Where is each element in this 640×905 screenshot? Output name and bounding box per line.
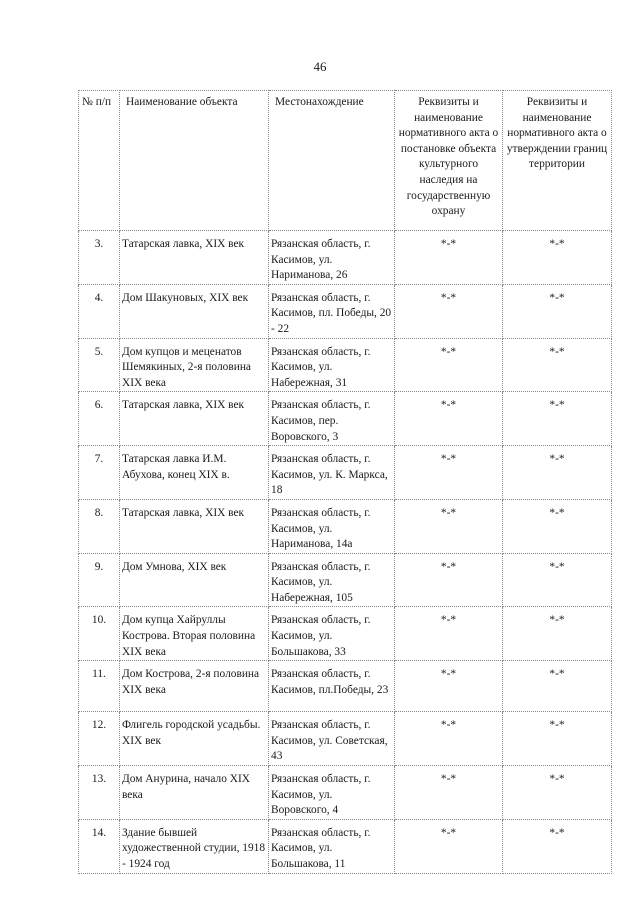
protection-act-cell: *-* bbox=[395, 766, 503, 820]
territory-act-cell: *-* bbox=[503, 284, 612, 338]
object-name-cell: Дом Кострова, 2-я половина XIX века bbox=[120, 661, 269, 712]
location-cell: Рязанская область, г. Касимов, ул. Большакова, 11 bbox=[269, 819, 395, 873]
header-territory-act: Реквизиты и наименование нормативного акта о утверждении границ территории bbox=[503, 91, 612, 231]
location-cell: Рязанская область, г. Касимов, ул. Набережная, 105 bbox=[269, 553, 395, 607]
table-row bbox=[79, 338, 612, 392]
location-cell: Рязанская область, г. Касимов, пл.Победы, 23 bbox=[269, 661, 395, 712]
table-row bbox=[79, 661, 612, 712]
object-name-cell: Дом Шакуновых, XIX век bbox=[120, 284, 269, 338]
row-number-cell: 5. bbox=[79, 338, 120, 392]
object-name-cell: Флигель городской усадьбы. XIX век bbox=[120, 712, 269, 766]
protection-act-cell: *-* bbox=[395, 661, 503, 712]
territory-act-cell: *-* bbox=[503, 607, 612, 661]
heritage-objects-table bbox=[78, 90, 612, 874]
location-cell: Рязанская область, г. Касимов, пер. Воровского, 3 bbox=[269, 392, 395, 446]
row-number-cell: 7. bbox=[79, 446, 120, 500]
protection-act-cell: *-* bbox=[395, 712, 503, 766]
header-object-name: Наименование объекта bbox=[120, 91, 269, 231]
table-row bbox=[79, 231, 612, 285]
row-number-cell: 14. bbox=[79, 819, 120, 873]
territory-act-cell: *-* bbox=[503, 499, 612, 553]
protection-act-cell: *-* bbox=[395, 338, 503, 392]
table-row bbox=[79, 712, 612, 766]
location-cell: Рязанская область, г. Касимов, ул. Нариманова, 26 bbox=[269, 231, 395, 285]
territory-act-cell: *-* bbox=[503, 766, 612, 820]
object-name-cell: Дом Анурина, начало XIX века bbox=[120, 766, 269, 820]
protection-act-cell: *-* bbox=[395, 553, 503, 607]
row-number-cell: 3. bbox=[79, 231, 120, 285]
table-row bbox=[79, 607, 612, 661]
row-number-cell: 12. bbox=[79, 712, 120, 766]
table-row bbox=[79, 819, 612, 873]
object-name-cell: Дом купцов и меценатов Шемякиных, 2-я половина XIX века bbox=[120, 338, 269, 392]
row-number-cell: 10. bbox=[79, 607, 120, 661]
location-cell: Рязанская область, г. Касимов, ул. К. Маркса, 18 bbox=[269, 446, 395, 500]
object-name-cell: Дом купца Хайруллы Кострова. Вторая половина XIX века bbox=[120, 607, 269, 661]
row-number-cell: 4. bbox=[79, 284, 120, 338]
row-number-cell: 6. bbox=[79, 392, 120, 446]
table-header-row bbox=[79, 91, 612, 231]
table-row bbox=[79, 553, 612, 607]
object-name-cell: Здание бывшей художественной студии, 1918 - 1924 год bbox=[120, 819, 269, 873]
table-row bbox=[79, 284, 612, 338]
territory-act-cell: *-* bbox=[503, 661, 612, 712]
location-cell: Рязанская область, г. Касимов, ул. Нариманова, 14а bbox=[269, 499, 395, 553]
location-cell: Рязанская область, г. Касимов, ул. Набережная, 31 bbox=[269, 338, 395, 392]
table-row bbox=[79, 766, 612, 820]
object-name-cell: Татарская лавка И.М. Абухова, конец XIX в. bbox=[120, 446, 269, 500]
location-cell: Рязанская область, г. Касимов, ул. Советская, 43 bbox=[269, 712, 395, 766]
row-number-cell: 13. bbox=[79, 766, 120, 820]
location-cell: Рязанская область, г. Касимов, ул. Большакова, 33 bbox=[269, 607, 395, 661]
protection-act-cell: *-* bbox=[395, 499, 503, 553]
territory-act-cell: *-* bbox=[503, 392, 612, 446]
table-row bbox=[79, 392, 612, 446]
row-number-cell: 8. bbox=[79, 499, 120, 553]
protection-act-cell: *-* bbox=[395, 392, 503, 446]
header-location: Местонахождение bbox=[269, 91, 395, 231]
header-number: № п/п bbox=[79, 91, 120, 231]
territory-act-cell: *-* bbox=[503, 553, 612, 607]
object-name-cell: Дом Умнова, XIX век bbox=[120, 553, 269, 607]
object-name-cell: Татарская лавка, XIX век bbox=[120, 231, 269, 285]
table-row bbox=[79, 499, 612, 553]
protection-act-cell: *-* bbox=[395, 819, 503, 873]
header-protection-act: Реквизиты и наименование нормативного акта о постановке объекта культурного наследия на государственную охрану bbox=[395, 91, 503, 231]
territory-act-cell: *-* bbox=[503, 338, 612, 392]
table-row bbox=[79, 446, 612, 500]
territory-act-cell: *-* bbox=[503, 819, 612, 873]
page-number: 46 bbox=[313, 59, 327, 74]
protection-act-cell: *-* bbox=[395, 284, 503, 338]
row-number-cell: 9. bbox=[79, 553, 120, 607]
protection-act-cell: *-* bbox=[395, 607, 503, 661]
territory-act-cell: *-* bbox=[503, 712, 612, 766]
location-cell: Рязанская область, г. Касимов, пл. Победы, 20 - 22 bbox=[269, 284, 395, 338]
protection-act-cell: *-* bbox=[395, 446, 503, 500]
territory-act-cell: *-* bbox=[503, 446, 612, 500]
table-body bbox=[79, 231, 612, 874]
object-name-cell: Татарская лавка, XIX век bbox=[120, 499, 269, 553]
protection-act-cell: *-* bbox=[395, 231, 503, 285]
row-number-cell: 11. bbox=[79, 661, 120, 712]
object-name-cell: Татарская лавка, XIX век bbox=[120, 392, 269, 446]
location-cell: Рязанская область, г. Касимов, ул. Воровского, 4 bbox=[269, 766, 395, 820]
territory-act-cell: *-* bbox=[503, 231, 612, 285]
